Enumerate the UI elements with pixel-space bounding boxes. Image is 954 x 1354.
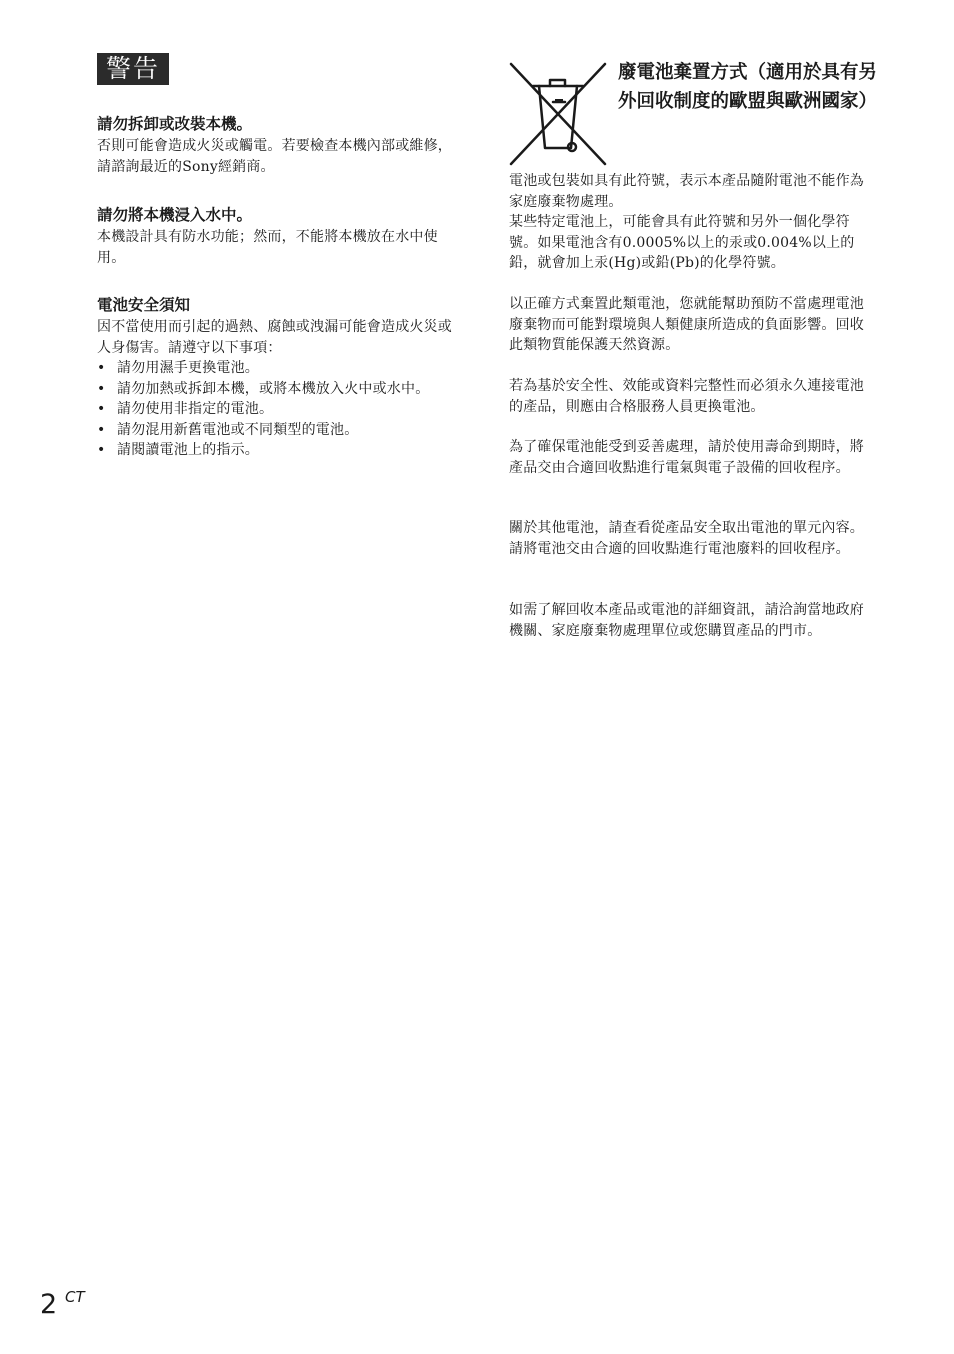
bullet-icon: • bbox=[97, 421, 106, 438]
disposal-title: 廢電池棄置方式（適用於具有另外回收制度的歐盟與歐洲國家） bbox=[618, 62, 878, 112]
warning-badge: 警告 bbox=[97, 53, 169, 85]
list-item: • 請勿使用非指定的電池。 bbox=[97, 399, 462, 420]
list-item: • 請勿混用新舊電池或不同類型的電池。 bbox=[97, 420, 462, 441]
bullet-icon: • bbox=[97, 401, 106, 417]
water-text: 本機設計具有防水功能；然而，不能將本機放在水中使用。 bbox=[97, 229, 438, 266]
disposal-text-5: 為了確保電池能受到妥善處理，請於使用壽命到期時，將產品交由合適回收點進行電氣與電子設備的回收程序。 bbox=[509, 439, 864, 476]
bullet-icon: • bbox=[97, 442, 106, 458]
battery-safety-heading: 電池安全須知 bbox=[97, 296, 191, 314]
page-number: 2 bbox=[40, 1289, 58, 1320]
crossed-out-wheelie-bin-icon bbox=[509, 62, 607, 166]
disposal-text-7: 如需了解回收本產品或電池的詳細資訊，請洽詢當地政府機關、家庭廢棄物處理單位或您購買產品的門市。 bbox=[509, 602, 864, 639]
disposal-text-1: 電池或包裝如具有此符號，表示本產品隨附電池不能作為家庭廢棄物處理。 bbox=[509, 173, 864, 210]
water-heading: 請勿將本機浸入水中。 bbox=[97, 206, 253, 224]
page-suffix: CT bbox=[65, 1288, 85, 1306]
battery-safety-text: 因不當使用而引起的過熱、腐蝕或洩漏可能會造成火災或人身傷害。請遵守以下事項： bbox=[97, 319, 452, 356]
disassembly-heading: 請勿拆卸或改裝本機。 bbox=[97, 115, 253, 133]
list-item: • 請閱讀電池上的指示。 bbox=[97, 440, 462, 461]
disposal-text-4: 若為基於安全性、效能或資料完整性而必須永久連接電池的產品，則應由合格服務人員更換電池。 bbox=[509, 378, 864, 415]
disassembly-text: 否則可能會造成火災或觸電。若要檢查本機內部或維修，請諮詢最近的Sony經銷商。 bbox=[97, 138, 452, 175]
battery-safety-list bbox=[97, 358, 462, 461]
disposal-text-6: 關於其他電池，請查看從產品安全取出電池的單元內容。請將電池交由合適的回收點進行電池廢料的回收程序。 bbox=[509, 520, 864, 557]
list-item: • 請勿用濕手更換電池。 bbox=[97, 358, 462, 379]
disposal-text-2: 某些特定電池上，可能會具有此符號和另外一個化學符號。如果電池含有0.0005%以上的汞或0.004%以上的鉛，就會加上汞(Hg)或鉛(Pb)的化學符號。 bbox=[509, 214, 855, 271]
list-item: • 請勿加熱或拆卸本機，或將本機放入火中或水中。 bbox=[97, 379, 462, 400]
bullet-icon: • bbox=[97, 380, 106, 397]
disposal-text-3: 以正確方式棄置此類電池，您就能幫助預防不當處理電池廢棄物而可能對環境與人類健康所造成的負面影響。回收此類物質能保護天然資源。 bbox=[509, 296, 864, 353]
bullet-icon: • bbox=[97, 360, 106, 376]
